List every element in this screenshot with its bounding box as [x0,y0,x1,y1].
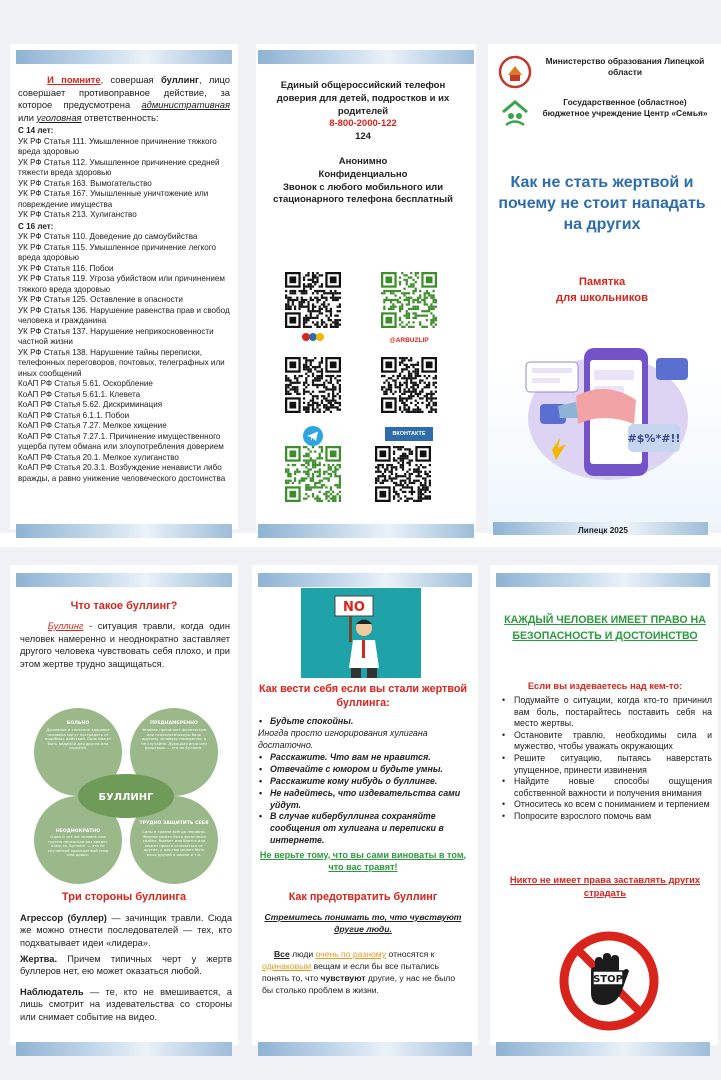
lead-paragraph [18,74,230,124]
law-item: УК РФ Статья 110. Доведение до самоубийства [18,232,198,242]
if-you-mock-heading: Если вы издеваетесь над кем-то: [527,681,683,691]
qr-code[interactable] [375,446,431,502]
law-item: КоАП РФ Статья 7.27. Мелкое хищение [18,421,167,431]
law-item: КоАП РФ Статья 5.61.1. Клевета [18,389,141,399]
qr-code[interactable] [381,272,437,328]
bullying-word: буллинг [160,74,199,85]
qr-code[interactable] [285,446,341,502]
decorative-bar [16,573,232,587]
tip-item: • Расскажите кому нибудь о буллинге. [258,776,468,788]
venn-center-label: БУЛЛИНГ [98,792,154,803]
role-victim-label: Жертва. [20,954,58,964]
law-item: КоАП РФ Статья 5.62. Дискриминация [18,400,163,410]
empathy-paragraph [262,948,468,996]
no-one-has-right: Никто не имеет права заставлять других страдать [509,874,701,898]
memo-line-2: для школьников [556,292,648,304]
ministry-emblem-icon [498,55,532,89]
memo-subtitle [496,274,708,306]
victim-tips-list [258,716,468,873]
decorative-bar [258,1042,472,1056]
hotline-title: Единый общероссийский телефон доверия для детей, подростков и их родителей [276,80,450,117]
venn-intentional-title: ПРЕДНАМЕРЕННО [150,721,198,726]
law-item: УК РФ Статья 119. Угроза убийством или причинением тяжкого вреда здоровью [18,274,225,294]
decorative-bar [496,1042,710,1056]
venn-defend-title: ТРУДНО ЗАЩИТИТЬ СЕБЯ [139,821,209,826]
bullying-definition [20,620,230,670]
not-your-fault-note: Не верьте тому, что вы сами виноваты в том, что вас травят! [259,849,467,872]
law-item: УК РФ Статья 138. Нарушение тайны переписки, телефонных переговоров, почтовых, телеграфных или иных сообщений [18,347,225,378]
law-item: УК РФ Статья 137. Нарушение неприкосновенности частной жизни [18,326,214,347]
qr-code[interactable] [285,357,341,413]
advice-item: • Относитесь ко всем с пониманием и терпением [500,799,712,811]
advice-item: • Подумайте о ситуации, когда кто-то причинил вам боль, постарайтесь поставить себя на место жертвы. [500,695,712,730]
empathy-text: люди [289,949,316,959]
hotline-phone-short: 124 [355,131,371,143]
admin-word: административная [141,99,230,111]
qr-code[interactable] [381,357,437,413]
role-victim-text: Причем типичных черт у жертв буллеров нет, ею может оказаться любой. [20,954,232,977]
decorative-bar [258,50,474,64]
definition-text: - ситуация травли, когда один человек намеренно и неоднократно заставляет другого человека чувствовать себя плохо, и при этом жертве трудно защищаться. [20,621,230,669]
venn-intentional-text: Человек причиняет физическую или психологическую боль другому человеку намеренно, а не случайно. Дурацкая игра или розыгрыш — это не буллинг. [141,728,207,750]
venn-repeated-text: Один и тот же человек или группа несколько раз вредят кому-то. Буллинг — это не случайный однократный спор или драка. [47,835,109,857]
legal-text [18,74,230,484]
lead-text: , совершая [100,74,161,85]
stop-text: STOP [593,974,623,985]
law-item: УК РФ Статья 125. Оставление в опасности [18,295,183,305]
section-title-how-to-behave: Как вести себя если вы стали жертвой буллинга: [258,683,468,709]
empathy-text: относятся к [386,949,435,959]
law-item: УК РФ Статья 136. Нарушение равенства прав и свобод человека и гражданина [18,305,230,326]
highlight-differently: очень по разному [315,949,387,959]
role-aggressor-text: — зачинщик травли. Сюда же можно отнести последователей — тех, кто подхватывает идеи «лидера». [20,913,232,948]
section-title-what-is-bullying: Что такое буллинг? [70,600,178,612]
role-observer [20,986,232,1023]
venn-painful-text: Душевное и телесное здоровье человека могут пострадать от подобных действий. Боль может быть видимой для других или скрытой. [44,728,112,750]
tip-stay-calm: • Будьте спокойны. [258,716,468,728]
section-title-three-sides: Три стороны буллинга [61,891,187,903]
decorative-bar [496,573,710,587]
role-observer-text: — те, кто не вмешивается, а лишь смотрит на издевательства со стороны или снимает событие на видео. [20,987,232,1022]
section-title-prevent: Как предотвратить буллинг [288,891,438,903]
ministry-name: Министерство образования Липецкой области [545,56,705,77]
no-sign-text: NO [343,600,365,615]
brochure-title: Как не стать жертвой и почему не стоит нападать на других [498,174,706,233]
stop-hand-icon [559,931,659,1031]
venn-defend-text: Силы в травле всегда неравны. Жертва может быть физически слабее, бывает или боятся или может просто отличаться от других; у жертвы может быть мало друзей в школе и т.п. [142,830,206,857]
law-item: КоАП РФ Статья 20.1. Мелкое хулиганство [18,452,179,462]
decorative-bar [16,1042,232,1056]
no-sign-illustration [301,588,421,678]
anonymous-label: Анонимно [338,155,388,167]
law-item: УК РФ Статья 163. Вымогательство [18,178,152,188]
laws-16-list [18,232,230,484]
decorative-bar [16,50,232,64]
bully-advice-list [500,695,712,823]
hotline-block [265,80,461,207]
decorative-bar [258,573,472,587]
organization-logo-icon [300,330,326,342]
rights-heading: КАЖДЫЙ ЧЕЛОВЕК ИМЕЕТ ПРАВО НА БЕЗОПАСНОСТЬ И ДОСТОИНСТВО [504,614,706,642]
definition-term: Буллинг [47,621,84,631]
lead-text: , лицо совершает противоправное действие, за которое предусмотрена [18,74,231,111]
empathy-text: другие, у нас не было бы столько проблем в жизни. [262,973,456,995]
remember-phrase: И помните [47,74,101,85]
family-center-logo-icon [500,98,530,128]
venn-repeated-title: НЕОДНОКРАТНО [55,829,101,834]
lead-text: или [18,111,37,123]
strive-to-understand: Стремитесь понимать то, что чувствуют другие люди. [264,912,462,934]
decorative-bar [16,524,232,538]
age-16-header: С 16 лет: [18,221,54,231]
advice-item: • Попросите взрослого помочь вам [500,811,712,823]
confidential-label: Конфиденциально [318,168,408,180]
highlight-feel: чувствуют [320,973,366,983]
lead-text: ответственность: [81,111,159,123]
venn-painful-title: БОЛЬНО [66,721,90,726]
law-item: КоАП РФ Статья 20.3.1. Возбуждение ненависти либо вражды, а равно унижение человеческого достоинства [18,463,226,483]
center-name: Государственное (областное) бюджетное учреждение Центр «Семья» [542,97,708,118]
tips-list [258,752,468,846]
vk-icon[interactable]: ВКОНТАКТЕ [385,427,433,441]
advice-item: • Решите ситуацию, пытаясь наверстать упущенное, принести извинения [500,753,712,776]
tip-item: • В случае кибербуллинга сохраняйте сообщения от хулигана и переписки в интернете. [258,811,468,846]
law-item: УК РФ Статья 167. Умышленные уничтожение или повреждение имущества [18,189,209,209]
advice-item: • Остановите травлю, необходимы сила и мужество, чтобы уважать окружающих [500,730,712,753]
law-item: УК РФ Статья 213. Хулиганство [18,210,137,220]
arbuzlip-label: @ARBUZLIP [389,337,429,344]
telegram-icon[interactable] [302,425,324,447]
qr-code[interactable] [285,272,341,328]
law-item: УК РФ Статья 111. Умышленное причинение тяжкого вреда здоровью [18,136,217,157]
role-aggressor [20,912,232,949]
highlight-same: одинаковым [262,961,312,971]
tip-stay-calm-note: Иногда просто игнорирования хулигана достаточно. [258,727,428,750]
law-item: КоАП РФ Статья 7.27.1. Причинение имущественного ущерба путем обмана или злоупотребления доверием [18,431,224,452]
swear-bubble-text: #$%*#!! [627,432,681,445]
hotline-phone-main: 8-800-2000-122 [329,118,397,130]
tip-item: • Не надейтесь, что издевательства сами уйдут. [258,788,468,812]
empathy-text: вещам и если бы все пытались понять то, что [262,961,439,983]
bullying-venn-diagram [20,708,232,884]
law-item: КоАП РФ Статья 5.61. Оскорбление [18,379,153,389]
free-call-text: Звонок с любого мобильного или стационарного телефона бесплатный [273,181,453,206]
cyberbullying-phone-illustration [516,340,694,490]
role-victim [20,953,232,978]
laws-14-list [18,137,230,221]
law-item: УК РФ Статья 115. Умышленное причинение легкого вреда здоровью [18,242,217,263]
tip-item: • Расскажите. Что вам не нравится. [258,752,468,764]
tip-item: • Отвечайте с юмором и будьте умны. [258,764,468,776]
criminal-word: уголовная [36,111,82,123]
role-observer-label: Наблюдатель [20,987,84,997]
law-item: УК РФ Статья 112. Умышленное причинение средней тяжести вреда здоровью [18,157,220,178]
advice-item: • Найдите новые способы ощущения собственной важности и получения внимания [500,776,712,799]
all-word: Все [273,949,290,959]
age-14-header: С 14 лет: [18,126,54,136]
memo-line-1: Памятка [578,276,626,288]
city-year: Липецк 2025 [578,526,628,535]
role-aggressor-label: Агрессор (буллер) [20,913,107,923]
law-item: УК РФ Статья 116. Побои [18,263,114,273]
decorative-bar [258,524,474,538]
law-item: КоАП РФ Статья 6.1.1. Побои [18,410,130,420]
